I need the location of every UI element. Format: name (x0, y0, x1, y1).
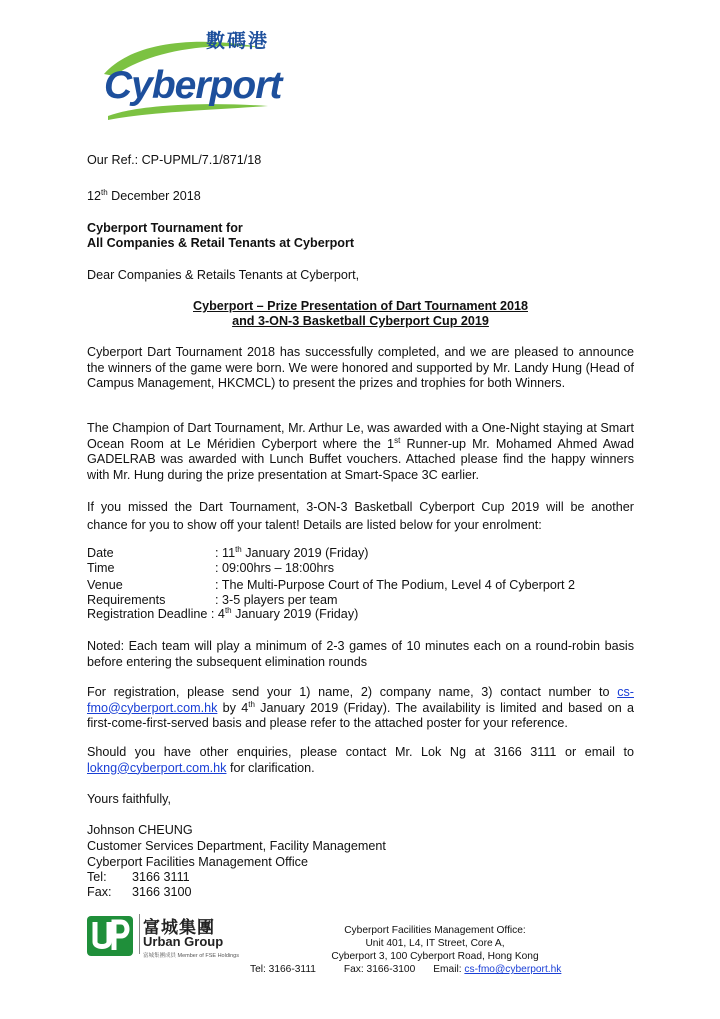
salutation: Dear Companies & Retails Tenants at Cyberport, (87, 268, 360, 282)
urban-group-up-icon (87, 916, 133, 956)
paragraph-noted: Noted: Each team will play a minimum of 2-3 games of 10 minutes each on a round-robin basis before entering the subsequent elimination rounds (87, 639, 634, 669)
detail-venue: Venue : The Multi-Purpose Court of The Podium, Level 4 of Cyberport 2 (87, 578, 576, 592)
footer-office-address-2: Cyberport 3, 100 Cyberport Road, Hong Kong (331, 951, 539, 962)
paragraph-results: Cyberport Dart Tournament 2018 has successfully completed, and we are pleased to announce the winners of the game were born. We were honored and supported by Mr. Landy Hung (Head of Campus Management, HKCMCL) to present the prizes and trophies for both Winners. (87, 345, 634, 391)
logo-english-text: Cyberport (104, 64, 282, 107)
detail-time: Time : 09:00hrs – 18:00hrs (87, 561, 335, 575)
detail-requirements: Requirements : 3-5 players per team (87, 593, 338, 607)
registration-email-link[interactable]: cs-fmo@cyberport.com.hk (87, 685, 634, 715)
paragraph-winners: The Champion of Dart Tournament, Mr. Arthur Le, was awarded with a One-Night staying at Smart Ocean Room at Le Méridien Cyberport where the 1st Runner-up Mr. Mohamed Ahmed Awad GADELRAB was awarded with Lunch Buffet vouchers. Attached please find the happy winners with Mr. Hung during the prize presentation at Smart-Space 3C earlier. (87, 421, 635, 482)
subject-line-1: Cyberport – Prize Presentation of Dart Tournament 2018 (193, 299, 528, 313)
paragraph-registration: For registration, please send your 1) name, 2) company name, 3) contact number to cs-fmo@cyberport.com.hk by 4th January 2019 (Friday). The availability is limited and based on a first-come-first-served basis and please refer to the attached poster for your reference. (87, 685, 634, 731)
urban-group-member-note: 富城集團成員 Member of FSE Holdings (143, 953, 239, 959)
reference-number: Our Ref.: CP-UPML/7.1/871/18 (87, 153, 262, 167)
urban-group-logo (87, 914, 237, 962)
subject-line-2: and 3-ON-3 Basketball Cyberport Cup 2019 (232, 314, 489, 328)
detail-date: Date : 11th January 2019 (Friday) (87, 544, 369, 560)
footer-contact-line: Tel: 3166-3111 Fax: 3166-3100 Email: cs-fmo@cyberport.hk (250, 964, 562, 975)
urban-group-english: Urban Group (143, 934, 224, 949)
paragraph-enquiries: Should you have other enquiries, please contact Mr. Lok Ng at 3166 3111 or email to lokng@cyberport.com.hk for clarification. (87, 745, 634, 775)
signatory-name: Johnson CHEUNG (87, 823, 193, 837)
recipient-line-2: All Companies & Retail Tenants at Cyberport (87, 236, 355, 250)
letter-date: 12th December 2018 (87, 187, 201, 203)
signatory-fax: Fax: 3166 3100 (87, 885, 192, 899)
closing: Yours faithfully, (87, 792, 172, 806)
cyberport-logo (100, 24, 282, 120)
recipient-line-1: Cyberport Tournament for (87, 221, 243, 235)
footer-office-address-1: Unit 401, L4, IT Street, Core A, (365, 938, 505, 949)
signatory-tel: Tel: 3166 3111 (87, 870, 190, 884)
signatory-office: Cyberport Facilities Management Office (87, 855, 308, 869)
urban-group-chinese: 富城集團 (143, 918, 215, 938)
enquiry-email-link[interactable]: lokng@cyberport.com.hk (87, 760, 227, 775)
detail-deadline: Registration Deadline : 4th January 2019 (Friday) (87, 605, 359, 621)
paragraph-basketball-intro: If you missed the Dart Tournament, 3-ON-3 Basketball Cyberport Cup 2019 will be another chance for you to show off your talent! Details are listed below for your enrolment: (87, 500, 634, 532)
footer-office-title: Cyberport Facilities Management Office: (344, 925, 526, 936)
logo-chinese-text: 數碼港 (206, 30, 270, 52)
footer-email-link[interactable]: cs-fmo@cyberport.hk (464, 964, 562, 975)
signatory-department: Customer Services Department, Facility Management (87, 839, 386, 853)
